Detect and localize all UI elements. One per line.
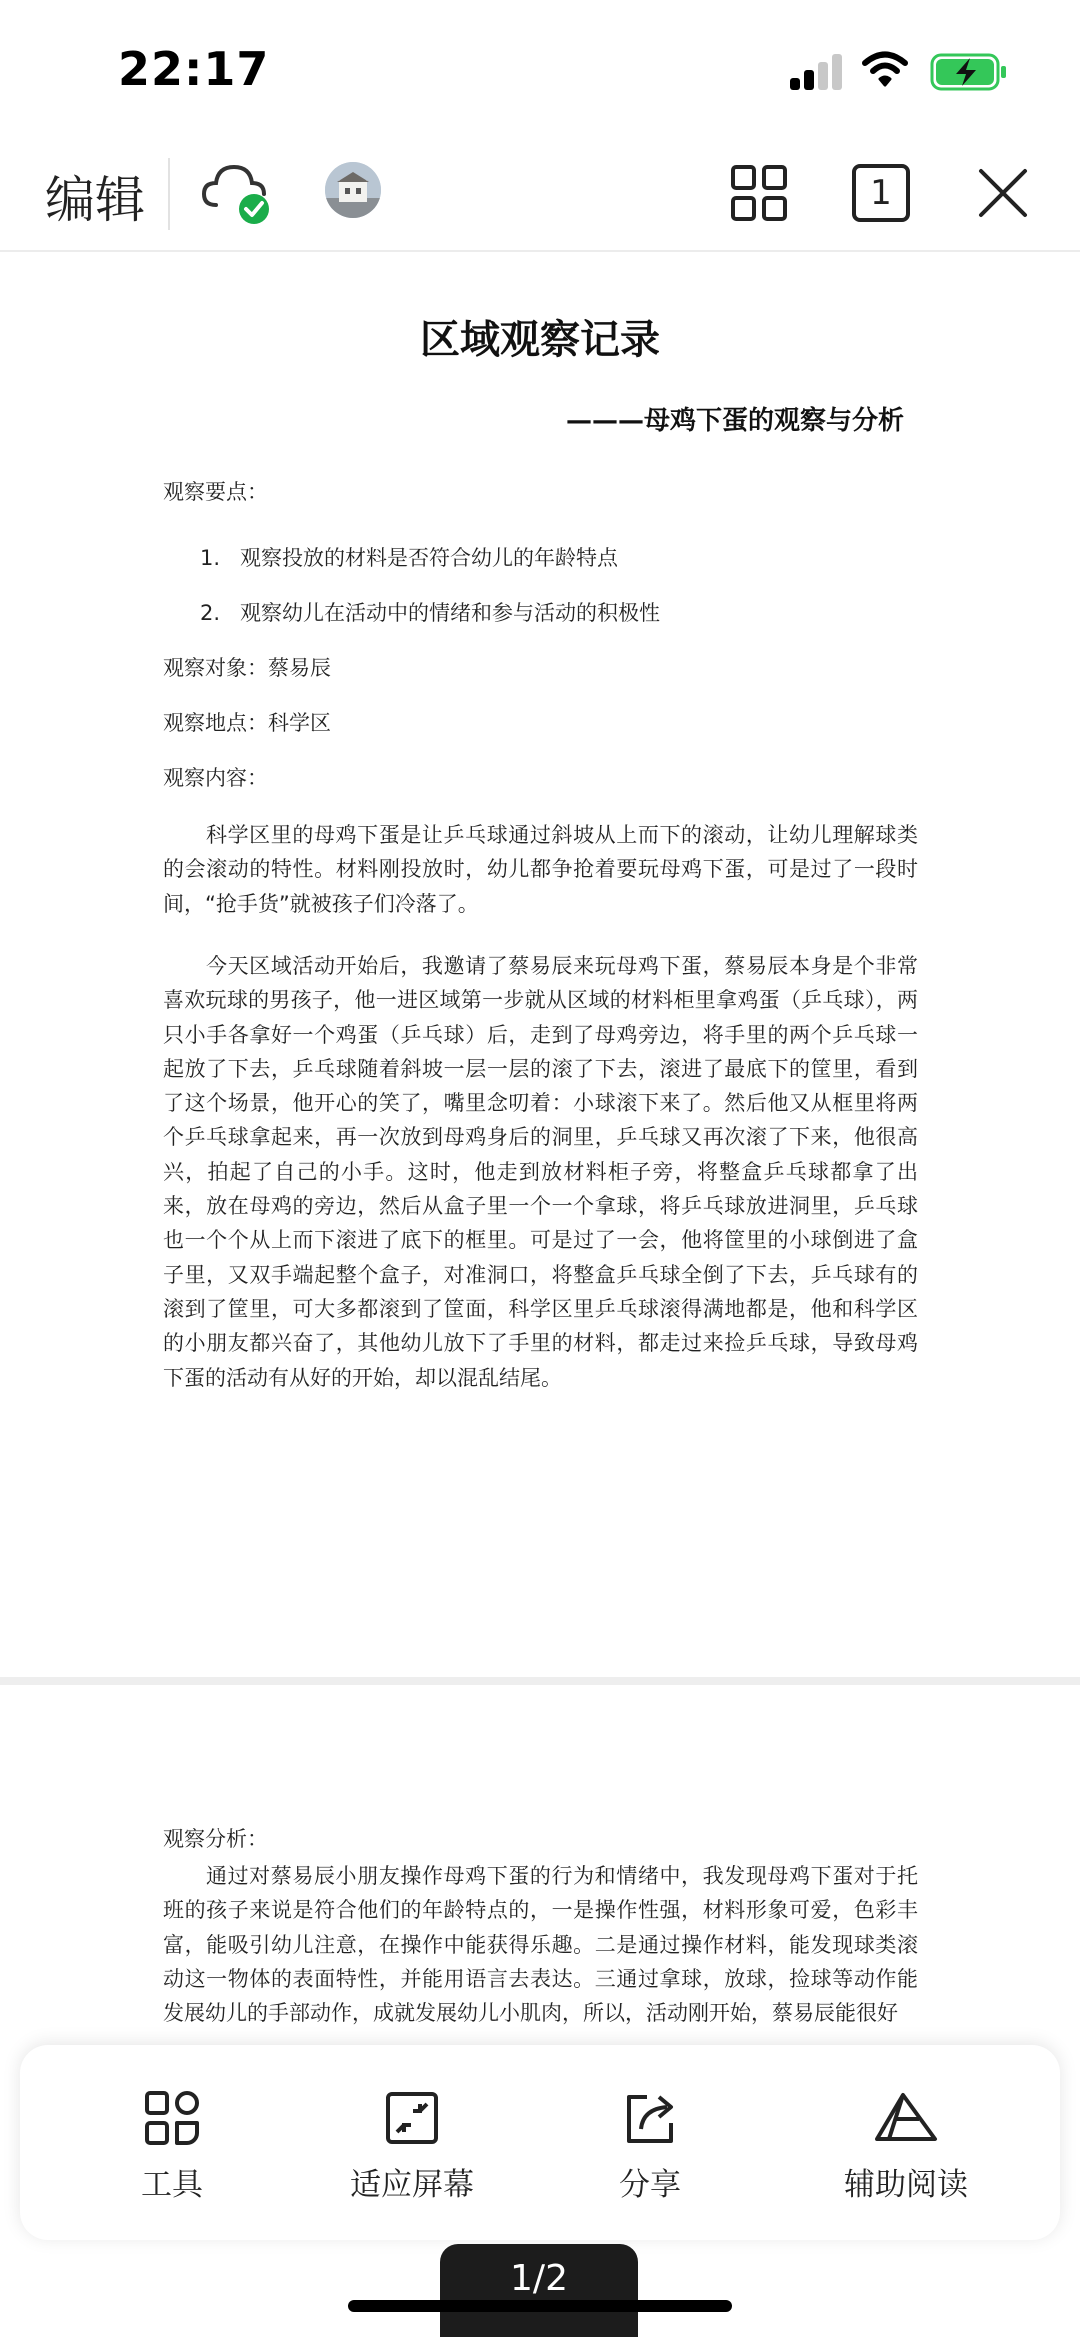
battery-charging-icon bbox=[930, 52, 1008, 92]
document-subtitle: ———母鸡下蛋的观察与分析 bbox=[565, 406, 904, 436]
wifi-icon bbox=[862, 50, 908, 88]
assist-read-label: 辅助阅读 bbox=[844, 2167, 968, 2203]
status-time: 22:17 bbox=[118, 42, 270, 96]
avatar[interactable] bbox=[325, 162, 381, 218]
list-item-number: 2. bbox=[200, 601, 221, 625]
home-indicator[interactable] bbox=[348, 2300, 732, 2312]
paragraph: 通过对蔡易辰小朋友操作母鸡下蛋的行为和情绪中，我发现母鸡下蛋对于托班的孩子来说是符合他们的年龄特点的，一是操作性强，材料形象可爱，色彩丰富，能吸引幼儿注意，在操作中能获得乐趣。二是通过操作材料，能发现球类滚动这一物体的表面特性，并能用语言去表达。三通过拿球，放球，捡球等动作能发展幼儿的手部动作，成就发展幼儿小肌肉，所以，活动刚开始，蔡易辰能很好 bbox=[163, 1864, 918, 2026]
assist-read-icon bbox=[873, 2089, 939, 2147]
observation-location: 观察地点：科学区 bbox=[163, 711, 331, 735]
cloud-synced-icon[interactable] bbox=[200, 155, 276, 231]
list-item-number: 1. bbox=[200, 546, 221, 570]
share-icon bbox=[621, 2089, 679, 2147]
list-item-text: 观察投放的材料是否符合幼儿的年龄特点 bbox=[240, 546, 618, 570]
key-points-label: 观察要点： bbox=[163, 480, 268, 504]
list-item bbox=[200, 542, 618, 572]
share-button[interactable] bbox=[550, 2089, 750, 2204]
document-page-2 bbox=[0, 1685, 1080, 2045]
page-separator bbox=[0, 1677, 1080, 1685]
close-icon[interactable] bbox=[975, 165, 1031, 221]
top-toolbar bbox=[0, 140, 1080, 252]
list-item bbox=[200, 597, 660, 627]
document-title: 区域观察记录 bbox=[420, 317, 660, 363]
assist-read-button[interactable] bbox=[806, 2089, 1006, 2204]
paragraph: 科学区里的母鸡下蛋是让乒乓球通过斜坡从上而下的滚动，让幼儿理解球类的会滚动的特性。材料刚投放时，幼儿都争抢着要玩母鸡下蛋，可是过了一段时间，“抢手货”就被孩子们冷落了。 bbox=[163, 823, 918, 916]
fit-screen-button[interactable] bbox=[312, 2089, 512, 2204]
toolbar-divider bbox=[168, 158, 170, 230]
analysis-label: 观察分析： bbox=[163, 1827, 268, 1851]
grid-view-icon[interactable] bbox=[730, 164, 788, 222]
fit-screen-label: 适应屏幕 bbox=[350, 2167, 474, 2203]
tools-button[interactable] bbox=[72, 2089, 272, 2204]
content-label: 观察内容： bbox=[163, 766, 268, 790]
tools-label: 工具 bbox=[141, 2167, 203, 2203]
fit-screen-icon bbox=[383, 2089, 441, 2147]
paragraph: 今天区域活动开始后，我邀请了蔡易辰来玩母鸡下蛋，蔡易辰本身是个非常喜欢玩球的男孩子，他一进区域第一步就从区域的材料柜里拿鸡蛋（乒乓球），两只小手各拿好一个鸡蛋（乒乓球）后，走到了母鸡旁边，将手里的两个乒乓球一起放了下去，乒乓球随着斜坡一层一层的滚了下去，滚进了最底下的筐里，看到了这个场景，他开心的笑了，嘴里念叨着：小球滚下来了。然后他又从框里将两个乒乓球拿起来，再一次放到母鸡身后的洞里，乒乓球又再次滚了下来，他很高兴，拍起了自己的小手。这时，他走到放材料柜子旁，将整盒乒乓球都拿了出来，放在母鸡的旁边，然后从盒子里一个一个拿球，将乒乓球放进洞里，乒乓球也一个个从上而下滚进了底下的框里。可是过了一会，他将筐里的小球倒进了盒子里，又双手端起整个盒子，对准洞口，将整盒乒乓球全倒了下去，乒乓球有的滚到了筐里，可大多都滚到了筐面，科学区里乒乓球滚得满地都是，他和科学区的小朋友都兴奋了，其他幼儿放下了手里的材料，都走过来捡乒乓球，导致母鸡下蛋的活动有从好的开始，却以混乱结尾。 bbox=[163, 954, 918, 1390]
bottom-action-bar bbox=[20, 2045, 1060, 2240]
edit-button[interactable]: 编辑 bbox=[45, 171, 145, 229]
page-indicator: 1/2 bbox=[440, 2244, 638, 2337]
status-bar bbox=[0, 0, 1080, 140]
cellular-signal-icon bbox=[790, 52, 846, 90]
page-count-button[interactable]: 1 bbox=[852, 164, 910, 222]
tools-icon bbox=[143, 2089, 201, 2147]
avatar-image bbox=[325, 162, 381, 218]
observation-subject: 观察对象：蔡易辰 bbox=[163, 656, 331, 680]
list-item-text: 观察幼儿在活动中的情绪和参与活动的积极性 bbox=[240, 601, 660, 625]
document-page-1 bbox=[0, 252, 1080, 1677]
share-label: 分享 bbox=[619, 2167, 681, 2203]
